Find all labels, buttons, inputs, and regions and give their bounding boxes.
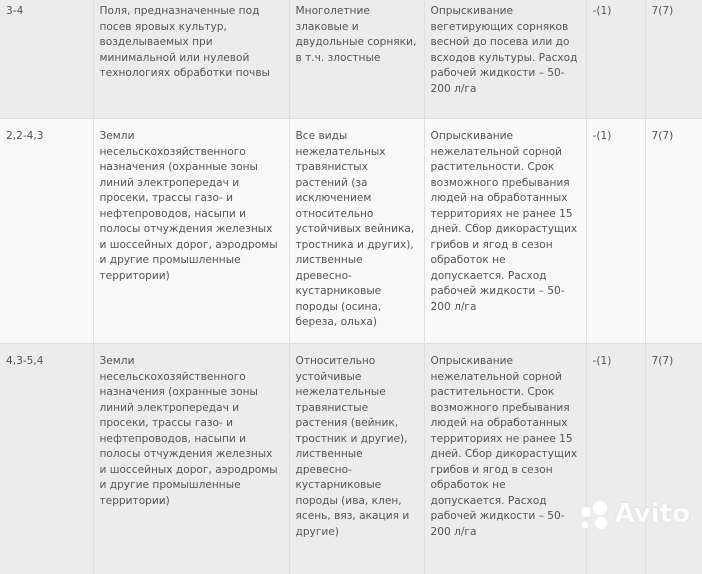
weeds-cell: Относительно устойчивые нежелательные травянистые растения (вейник, тростник и другие), лиственные древесно-кустарниковые породы (ива, клен, ясень, вяз, акация и другие) <box>289 344 424 574</box>
avito-logo-icon <box>577 500 611 530</box>
weeds-cell: Многолетние злаковые и двудольные сорняки, в т.ч. злостные <box>289 0 424 119</box>
crop-cell: Земли несельскохозяйственного назначения (охранные зоны линий электропередач и просеки, трассы газо- и нефтепроводов, насыпи и полосы отчуждения железных и шоссейных дорог, аэродромы и другие промышленные территории) <box>93 344 289 574</box>
method-cell: Опрыскивание нежелательной сорной растительности. Срок возможного пребывания людей на обработанных территориях не ранее 15 дней. Сбор дикорастущих грибов и ягод в сезон обработок не допускается. Расход рабочей жидкости – 50-200 л/га <box>424 344 586 574</box>
weeds-cell: Все виды нежелательных травянистых растений (за исключением относительно устойчивых вейника, тростника и других), лиственные древесно-кустарниковые породы (осина, береза, ольха) <box>289 119 424 344</box>
waiting-period-cell: -(1) <box>586 0 645 119</box>
table-row <box>0 344 702 574</box>
treatment-count-cell: 7(7) <box>645 0 702 119</box>
crop-cell: Земли несельскохозяйственного назначения (охранные зоны линий электропередач и просеки, трассы газо- и нефтепроводов, насыпи и полосы отчуждения железных и шоссейных дорог, аэродромы и другие промышленные территории) <box>93 119 289 344</box>
method-cell: Опрыскивание нежелательной сорной растительности. Срок возможного пребывания людей на обработанных территориях не ранее 15 дней. Сбор дикорастущих грибов и ягод в сезон обработок не допускается. Расход рабочей жидкости – 50-200 л/га <box>424 119 586 344</box>
rate-cell: 4,3-5,4 <box>0 344 93 574</box>
table-row <box>0 0 702 119</box>
table-row <box>0 119 702 344</box>
avito-watermark <box>577 500 690 530</box>
method-cell: Опрыскивание вегетирующих сорняков весной до посева или до всходов культуры. Расход рабочей жидкости – 50-200 л/га <box>424 0 586 119</box>
treatment-count-cell: 7(7) <box>645 119 702 344</box>
watermark-text: Avito <box>615 507 690 523</box>
treatment-count-cell: 7(7) <box>645 344 702 574</box>
rate-cell: 3-4 <box>0 0 93 119</box>
waiting-period-cell: -(1) <box>586 119 645 344</box>
waiting-period-cell: -(1) <box>586 344 645 574</box>
rate-cell: 2,2-4,3 <box>0 119 93 344</box>
crop-cell: Поля, предназначенные под посев яровых культур, возделываемых при минимальной или нулевой технологиях обработки почвы <box>93 0 289 119</box>
